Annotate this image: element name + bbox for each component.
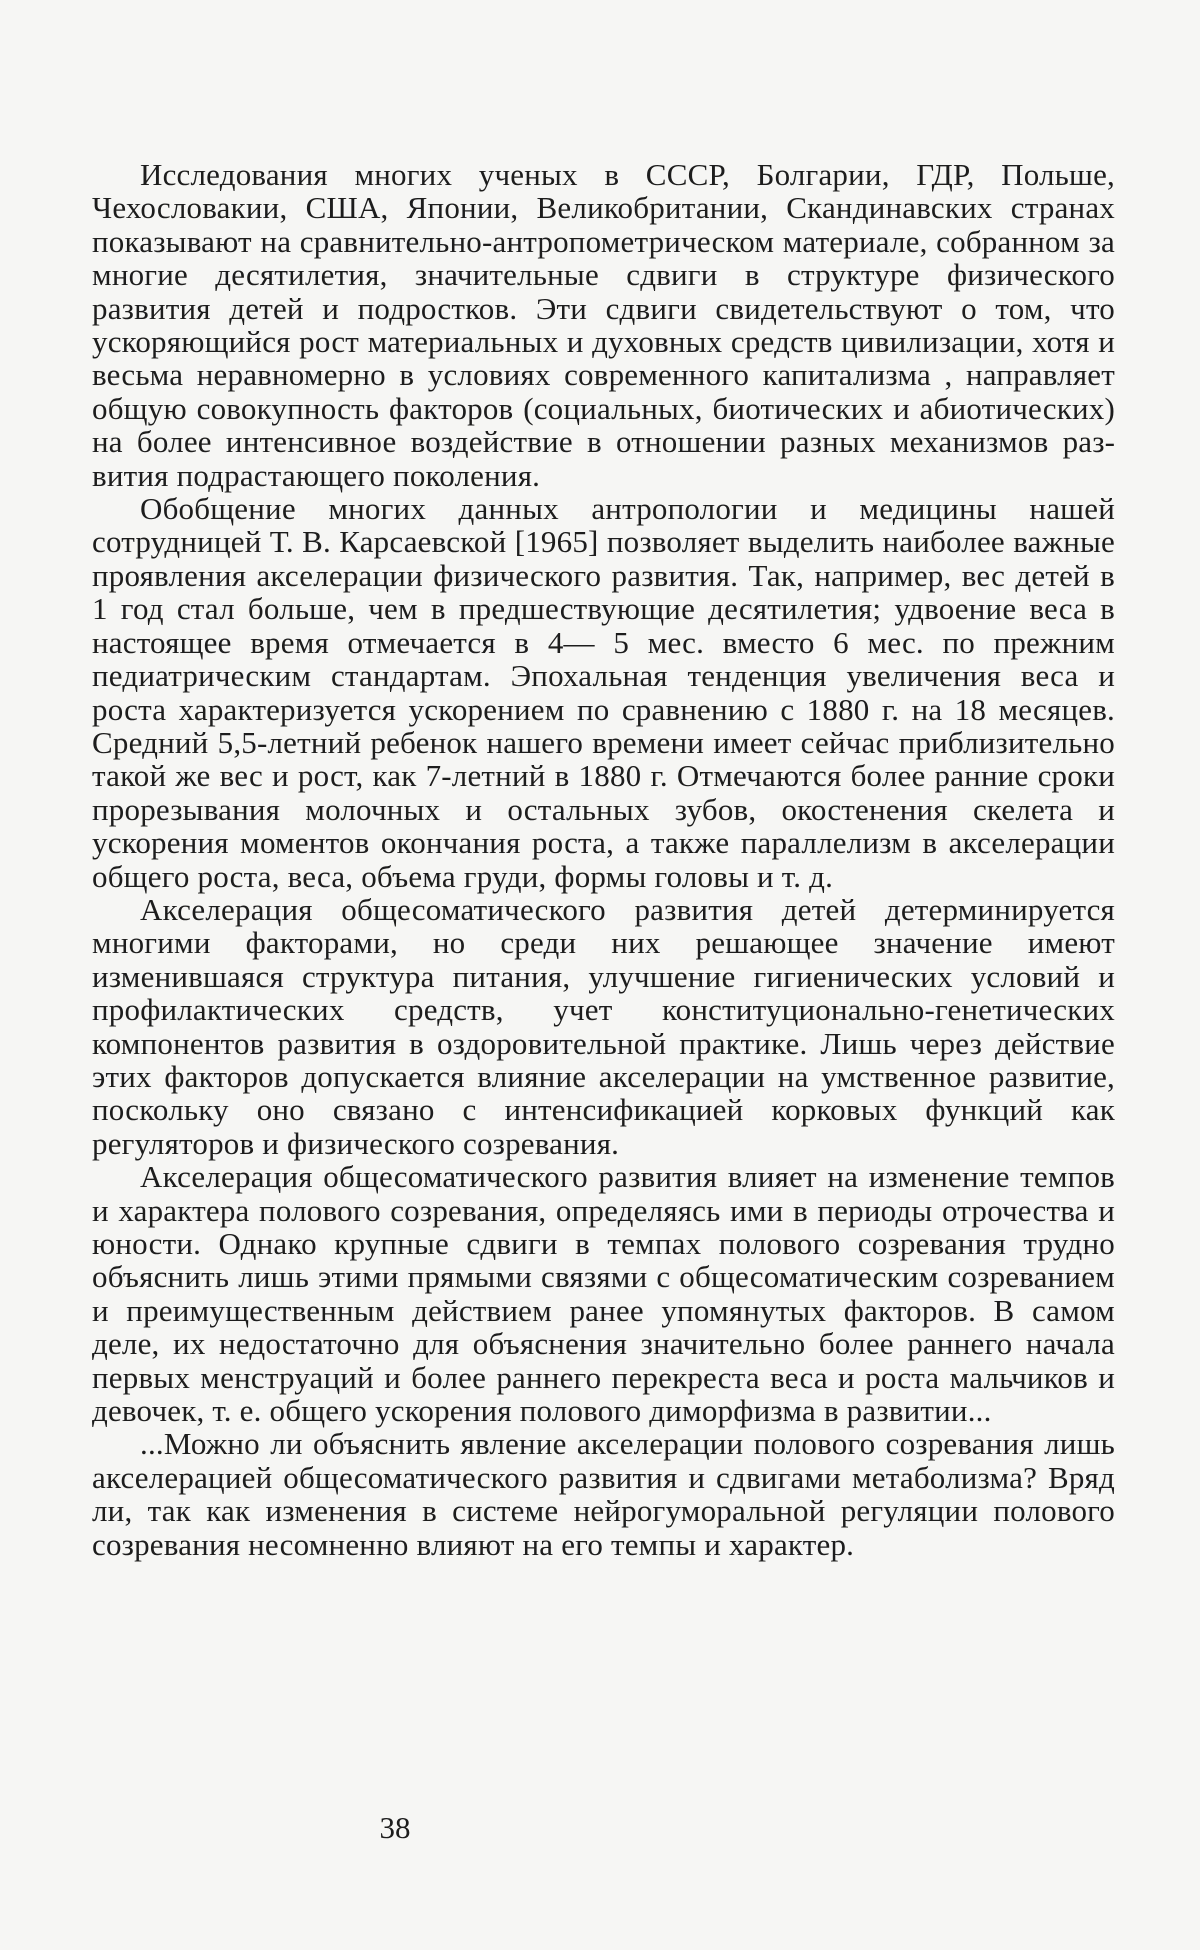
page-body	[92, 158, 1115, 1561]
paragraph-1: Исследования многих ученых в СССР, Болгарии, ГДР, Польше, Чехословакии, США, Японии, Великобритании, Скандинавских странах показывают на сравнительно-антропометрическом материале, собранном за многие десятилетия, значительные сдвиги в структуре физического развития детей и подростков. Эти сдвиги свидетельствуют о том, что ускоряющийся рост материальных и духовных средств цивилизации, хотя и весьма неравномерно в условиях современного капитализма , направляет общую совокупность факторов (социальных, биотических и абиотических) на более интенсивное воздействие в отношении разных механизмов развития подрастающего поколения.	[92, 157, 1115, 493]
paragraph-2: Обобщение многих данных антропологии и медицины нашей сотрудницей Т. В. Карсаевской [1965] позволяет выделить наиболее важные проявления акселерации физического развития. Так, например, вес детей в 1 год стал больше, чем в предшествующие десятилетия; удвоение веса в настоящее время отмечается в 4— 5 мес. вместо 6 мес. по прежним педиатрическим стандартам. Эпохальная тенденция увеличения веса и роста характеризуется ускорением по сравнению с 1880 г. на 18 месяцев. Средний 5,5-летний ребенок нашего времени имеет сейчас приблизительно такой же вес и рост, как 7-летний в 1880 г. Отмечаются более ранние сроки прорезывания молочных и остальных зубов, окостенения скелета и ускорения моментов окончания роста, а также параллелизм в акселерации общего роста, веса, объема груди, формы головы и т. д.	[92, 491, 1115, 894]
page-number: 38	[379, 1810, 411, 1845]
paragraph-4: Акселерация общесоматического развития влияет на изменение темпов и характера полового созревания, определяясь ими в периоды отрочества и юности. Однако крупные сдвиги в темпах полового созревания трудно объяснить лишь этими прямыми связями с общесоматическим созреванием и преимущественным действием ранее упомянутых факторов. В самом деле, их недостаточно для объяснения значительно более раннего начала первых менструаций и более раннего перекреста веса и роста мальчиков и девочек, т. е. общего ускорения полового диморфизма в развитии...	[92, 1159, 1115, 1429]
paragraph-3: Акселерация общесоматического развития детей детерминируется многими факторами, но среди них решающее значение имеют изменившаяся структура питания, улучшение гигиенических условий и профилактических средств, учет конституционально-генетических компонентов развития в оздоровительной практике. Лишь через действие этих факторов допускается влияние акселерации на умственное развитие, поскольку оно связано с интенсификацией корковых функций как регуляторов и физического созревания.	[92, 891, 1115, 1161]
paragraph-5: ...Можно ли объяснить явление акселерации полового созревания лишь акселерацией общесоматического развития и сдвигами метаболизма? Вряд ли, так как изменения в системе нейрогуморальной регуляции полового созревания несомненно влияют на его темпы и характер.	[92, 1426, 1115, 1562]
